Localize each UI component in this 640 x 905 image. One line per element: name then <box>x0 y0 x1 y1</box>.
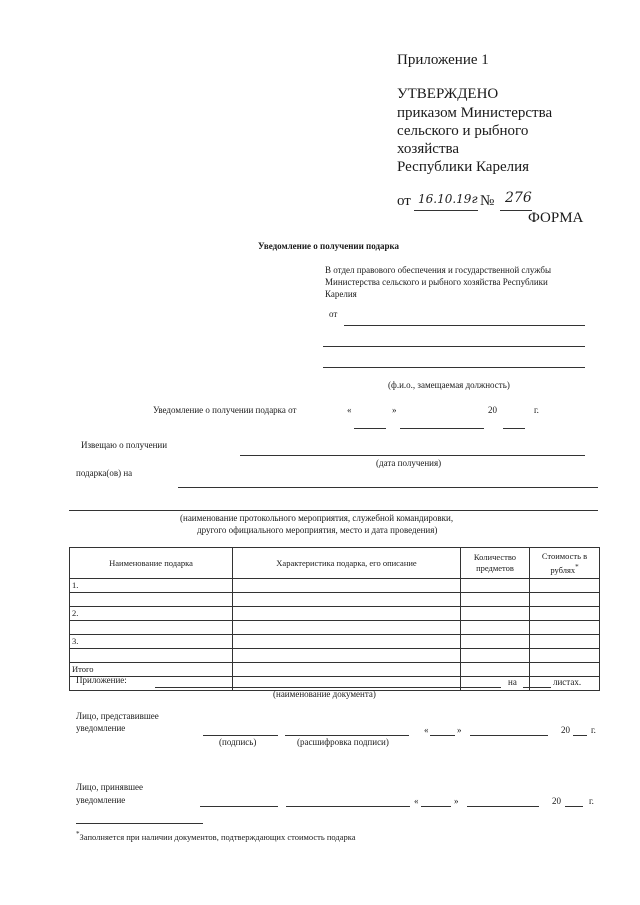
table-cell[interactable] <box>233 621 461 635</box>
receiver-close-quote: » <box>454 796 459 806</box>
table-cell[interactable] <box>461 593 530 607</box>
table-cell[interactable] <box>530 635 600 649</box>
open-quote: « <box>347 405 352 415</box>
footnote-separator <box>76 823 203 824</box>
approved-label: УТВЕРЖДЕНО <box>397 86 499 102</box>
table-cell[interactable] <box>461 621 530 635</box>
recipient-line-2: Министерства сельского и рыбного хозяйства Республики <box>325 277 548 287</box>
table-cell[interactable] <box>233 649 461 663</box>
table-row <box>70 607 600 621</box>
table-row <box>70 635 600 649</box>
table-cell[interactable] <box>233 579 461 593</box>
table-cell[interactable] <box>70 621 233 635</box>
table-cell[interactable] <box>233 635 461 649</box>
from-line-1[interactable] <box>344 325 585 326</box>
table-cell[interactable] <box>530 621 600 635</box>
header-quantity: Количество предметов <box>461 548 530 579</box>
footnote-text: Заполняется при наличии документов, подтверждающих стоимость подарка <box>79 831 356 842</box>
row-number: 2. <box>70 607 233 621</box>
table-cell[interactable] <box>461 677 530 691</box>
recipient-line-3: Карелия <box>325 289 357 299</box>
header-cost-footnote-mark: * <box>575 562 579 571</box>
presenter-year-suffix: г. <box>591 725 596 735</box>
presenter-signature-line[interactable] <box>203 735 278 736</box>
footnote-mark: * <box>76 830 80 838</box>
table-row <box>70 593 600 607</box>
order-date-handwritten: 16.10.19г <box>418 192 478 206</box>
notice-title: Уведомление о получении подарка <box>258 241 400 251</box>
receiver-year-suffix: г. <box>589 796 594 806</box>
table-cell[interactable] <box>461 649 530 663</box>
table-cell[interactable] <box>461 579 530 593</box>
event-line-2[interactable] <box>69 510 598 511</box>
receiver-month-line[interactable] <box>467 806 539 807</box>
table-row <box>70 649 600 663</box>
appendix-label: Приложение 1 <box>397 52 489 68</box>
from-label: от <box>329 309 338 319</box>
table-cell[interactable] <box>530 607 600 621</box>
receiver-line-1: Лицо, принявшее <box>76 782 143 792</box>
approval-line-3: хозяйства <box>397 141 460 157</box>
presenter-decode-line[interactable] <box>285 735 409 736</box>
table-total-row <box>70 663 600 677</box>
receiver-signature-line[interactable] <box>200 806 278 807</box>
year-prefix: 20 <box>488 405 497 415</box>
total-label: Итого <box>70 663 233 677</box>
attachment-caption: (наименование документа) <box>273 689 376 699</box>
sheets-count-line[interactable] <box>523 687 551 688</box>
year-suffix: г. <box>534 405 539 415</box>
receiver-year-prefix: 20 <box>552 796 561 806</box>
presenter-line-1: Лицо, представившее <box>76 711 159 721</box>
inform-label: Извещаю о получении <box>81 440 168 450</box>
signature-caption: (подпись) <box>219 737 257 747</box>
attachment-label: Приложение: <box>76 675 127 685</box>
notice-day-line[interactable] <box>354 428 386 429</box>
table-cell[interactable] <box>530 649 600 663</box>
table-row <box>70 579 600 593</box>
header-cost-label: Стоимость в рублях <box>541 550 588 575</box>
footnote <box>76 830 356 842</box>
decode-caption: (расшифровка подписи) <box>297 737 389 747</box>
gifts-on-label: подарка(ов) на <box>76 468 133 478</box>
date-caption: (дата получения) <box>376 458 442 468</box>
order-number-sign: № <box>480 193 495 209</box>
table-row <box>70 621 600 635</box>
event-line-1[interactable] <box>178 487 598 488</box>
approval-line-2: сельского и рыбного <box>397 123 529 139</box>
row-number: 1. <box>70 579 233 593</box>
presenter-year-prefix: 20 <box>561 725 570 735</box>
order-date-line <box>414 210 478 211</box>
receipt-date-line[interactable] <box>240 455 585 456</box>
order-date-prefix: от <box>397 193 411 209</box>
table-cell[interactable] <box>233 663 461 677</box>
presenter-open-quote: « <box>424 725 429 735</box>
forma-label: ФОРМА <box>528 210 584 226</box>
from-line-3[interactable] <box>323 367 585 368</box>
receiver-line-2: уведомление <box>76 795 126 805</box>
notice-from-label: Уведомление о получении подарка от <box>153 405 297 415</box>
notice-year-line[interactable] <box>503 428 525 429</box>
attachment-on: на <box>508 677 517 687</box>
table-cell[interactable] <box>233 607 461 621</box>
receiver-open-quote: « <box>414 796 419 806</box>
table-cell[interactable] <box>461 663 530 677</box>
presenter-line-2: уведомление <box>76 723 126 733</box>
header-description: Характеристика подарка, его описание <box>233 548 461 579</box>
presenter-close-quote: » <box>457 725 462 735</box>
receiver-day-line[interactable] <box>421 806 451 807</box>
header-cost <box>530 548 600 579</box>
table-cell[interactable] <box>530 579 600 593</box>
table-cell[interactable] <box>70 649 233 663</box>
table-cell[interactable] <box>461 635 530 649</box>
gifts-table <box>69 547 600 691</box>
header-gift-name: Наименование подарка <box>70 548 233 579</box>
table-cell[interactable] <box>233 593 461 607</box>
receiver-decode-line[interactable] <box>286 806 410 807</box>
order-number-handwritten: 276 <box>505 190 532 206</box>
table-header-row <box>70 548 600 579</box>
presenter-year-line[interactable] <box>573 735 587 736</box>
close-quote: » <box>392 405 397 415</box>
table-cell[interactable] <box>70 593 233 607</box>
event-caption-1: (наименование протокольного мероприятия, служебной командировки, <box>180 513 454 523</box>
row-number: 3. <box>70 635 233 649</box>
from-line-2[interactable] <box>323 346 585 347</box>
table-cell[interactable] <box>530 663 600 677</box>
approval-line-4: Республики Карелия <box>397 159 530 175</box>
event-caption-2: другого официального мероприятия, место и дата проведения) <box>197 525 438 535</box>
approval-line-1: приказом Министерства <box>397 105 553 121</box>
presenter-month-line[interactable] <box>470 735 548 736</box>
notice-month-line[interactable] <box>400 428 484 429</box>
presenter-day-line[interactable] <box>430 735 455 736</box>
fio-caption: (ф.и.о., замещаемая должность) <box>388 380 510 390</box>
table-cell[interactable] <box>461 607 530 621</box>
recipient-line-1: В отдел правового обеспечения и государственной службы <box>325 265 552 275</box>
attachment-line[interactable] <box>155 687 501 688</box>
sheets-label: листах. <box>553 677 582 687</box>
receiver-year-line[interactable] <box>565 806 583 807</box>
table-cell[interactable] <box>530 593 600 607</box>
